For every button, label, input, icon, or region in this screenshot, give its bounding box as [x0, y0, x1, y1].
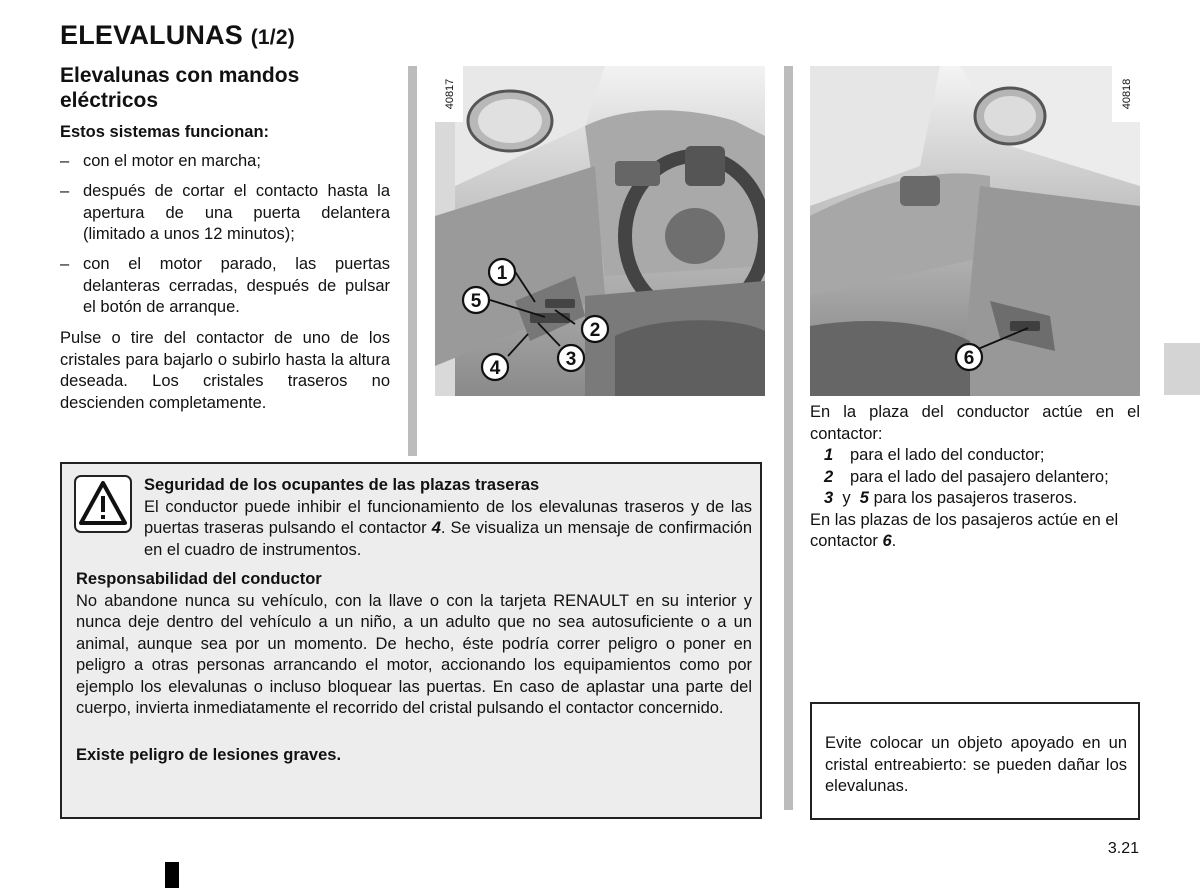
responsibility-body: No abandone nunca su vehículo, con la llave o con la tarjeta RENAULT en su interior y nunca deje dentro del vehículo a un niño, a un adulto que no sea autosuficiente o a un animal, aunque sea por un momento. De hecho, éste podría correr peligro o poner en peligro a otras personas arrancando el motor, accionando los equipamientos como por ejemplo los elevalunas o incluso bloquear las puertas. En caso de aplastar una parte del cuerpo, invierta inmediatamente el recorrido del cristal pulsando el contactor concernido.: [76, 591, 752, 717]
warning-box: [60, 462, 762, 819]
passenger-instruction: [810, 510, 1140, 553]
control-text: para el lado del conductor;: [850, 446, 1045, 464]
warning-heading: Seguridad de los ocupantes de las plazas traseras: [144, 476, 540, 494]
condition-item: [60, 254, 390, 319]
page-number: 3.21: [1107, 840, 1139, 857]
conjunction: y: [842, 489, 851, 507]
svg-text:5: 5: [470, 291, 482, 312]
condition-item: [60, 151, 390, 173]
note-text: Evite colocar un objeto apoyado en un cristal entreabierto: se pueden dañar los elevalunas.: [825, 734, 1127, 795]
svg-text:6: 6: [963, 348, 975, 369]
condition-item: [60, 181, 390, 246]
responsibility-heading: Responsabilidad del conductor: [76, 570, 322, 588]
callout-2: [582, 316, 608, 342]
figure-driver-door: [435, 66, 765, 396]
callout-1: [489, 259, 515, 285]
control-item: [810, 445, 1140, 467]
conditions-intro: Estos sistemas funcionan:: [60, 123, 270, 141]
chapter-tab: [1164, 343, 1200, 395]
control-item: [810, 488, 1140, 510]
condition-text: después de cortar el contacto hasta la apertura de una puerta delantera (limitado a unos 12 minutos);: [83, 182, 390, 243]
control-number: 1: [824, 446, 834, 464]
figure-passenger-door: [810, 66, 1140, 396]
title-main: ELEVALUNAS: [60, 20, 244, 50]
control-number: 4: [431, 519, 441, 537]
column-divider: [784, 66, 793, 810]
control-number: 2: [824, 467, 834, 486]
svg-text:4: 4: [489, 358, 501, 379]
passenger-text-end: .: [891, 532, 897, 550]
driver-door-illustration: [435, 66, 765, 396]
warning-icon: [74, 475, 132, 533]
list-dash: –: [60, 255, 70, 273]
passenger-door-illustration: [810, 66, 1140, 396]
svg-text:2: 2: [589, 320, 601, 341]
page-title: [60, 20, 295, 51]
svg-text:1: 1: [496, 263, 508, 284]
column-divider: [408, 66, 417, 456]
warning-responsibility-section: [76, 569, 752, 720]
driver-instructions: [810, 402, 1140, 553]
callout-4: [482, 354, 508, 380]
figure-ref: 40818: [1121, 78, 1133, 110]
svg-text:3: 3: [565, 349, 577, 370]
warning-safety-section: [144, 475, 752, 561]
operation-text: Pulse o tire del contactor de uno de los cristales para bajarlo o subirlo hasta la altura deseada. Los cristales traseros no descienden completamente.: [60, 329, 390, 412]
passenger-text: En las plazas de los pasajeros actúe en el contactor: [810, 510, 1119, 550]
warning-body: [144, 497, 752, 562]
warning-final: Existe peligro de lesiones graves.: [76, 746, 342, 764]
control-number: 5: [859, 489, 869, 507]
control-number: 6: [882, 532, 892, 550]
callout-6: [956, 344, 982, 370]
print-mark: [165, 862, 179, 888]
warning-body-text: El conductor puede inhibir el funcionamiento de los elevalunas traseros y de las puertas traseras pulsando el contactor: [144, 497, 752, 537]
list-dash: –: [60, 182, 70, 200]
control-text: para los pasajeros traseros.: [873, 489, 1078, 507]
figure-ref: 40817: [444, 78, 456, 110]
condition-text: con el motor parado, las puertas delanteras cerradas, después de pulsar el botón de arranque.: [83, 255, 390, 316]
callout-3: [558, 345, 584, 371]
title-suffix: (1/2): [250, 26, 295, 49]
control-text: para el lado del pasajero delantero;: [850, 467, 1109, 486]
driver-intro: En la plaza del conductor actúe en el contactor:: [810, 403, 1140, 443]
note-box: [810, 702, 1140, 820]
list-dash: –: [60, 152, 70, 170]
control-item: [810, 467, 1140, 489]
callout-5: [463, 287, 489, 313]
control-number: 3: [824, 489, 834, 507]
warning-body-text-end: . Se visualiza un mensaje de confirmación en el cuadro de instrumentos.: [144, 519, 752, 559]
condition-text: con el motor en marcha;: [83, 152, 261, 170]
section-subtitle: Elevalunas con mandos eléctricos: [60, 64, 300, 112]
